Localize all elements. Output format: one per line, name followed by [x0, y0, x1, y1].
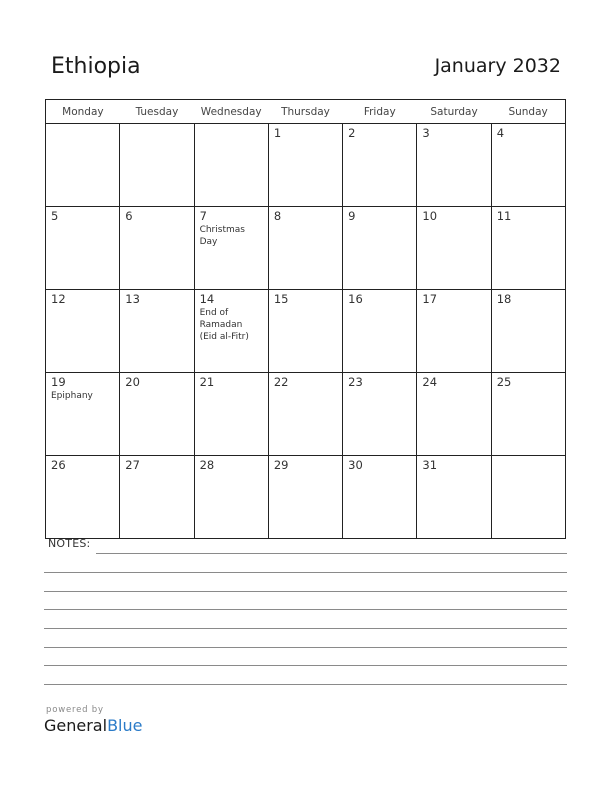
day-cell: [120, 124, 194, 207]
day-cell: [491, 124, 565, 207]
day-number: 20: [125, 375, 140, 389]
day-number: 22: [273, 375, 289, 389]
week-row: [46, 373, 566, 456]
day-cell: [46, 456, 120, 539]
day-number: 27: [125, 458, 140, 472]
day-number: 7: [199, 209, 207, 223]
day-cell: [194, 373, 268, 456]
day-cell: [120, 456, 194, 539]
notes-label: NOTES:: [48, 537, 91, 550]
day-number: 28: [199, 458, 215, 472]
holiday-label: Christmas Day: [199, 225, 245, 247]
day-cell: [268, 124, 342, 207]
country-title: Ethiopia: [51, 54, 141, 79]
day-number: 9: [348, 209, 356, 223]
notes-line[interactable]: [44, 609, 567, 610]
week-row: [46, 207, 566, 290]
day-cell: [194, 207, 268, 290]
day-number: 16: [348, 292, 363, 306]
day-cell: [491, 373, 565, 456]
weekday-header-row: [46, 100, 566, 124]
day-number: 3: [422, 126, 430, 140]
day-cell: [268, 207, 342, 290]
notes-line[interactable]: [96, 553, 567, 554]
day-number: 5: [51, 209, 59, 223]
day-cell: [46, 290, 120, 373]
day-number: 30: [348, 458, 363, 472]
day-cell: [343, 124, 417, 207]
day-number: 12: [51, 292, 66, 306]
day-number: 15: [273, 292, 289, 306]
day-number: 31: [422, 458, 438, 472]
day-cell: [417, 373, 491, 456]
day-cell: [491, 456, 565, 539]
day-cell: [343, 290, 417, 373]
notes-line[interactable]: [44, 628, 567, 629]
notes-line[interactable]: [44, 665, 567, 666]
day-number: 17: [422, 292, 438, 306]
day-number: 26: [51, 458, 66, 472]
notes-line[interactable]: [44, 591, 567, 592]
day-number: 8: [273, 209, 282, 223]
day-cell: [46, 373, 120, 456]
week-row: [46, 290, 566, 373]
day-number: 29: [273, 458, 289, 472]
weekday-header: Monday: [46, 100, 120, 124]
holiday-label: Epiphany: [51, 391, 93, 401]
day-cell: [268, 373, 342, 456]
day-number: 4: [496, 126, 505, 140]
brand-general: General: [44, 716, 108, 735]
powered-by-text: powered by: [46, 705, 104, 715]
day-number: 19: [51, 375, 66, 389]
day-number: 1: [273, 126, 282, 140]
day-cell: [417, 207, 491, 290]
day-number: 10: [422, 209, 438, 223]
week-row: [46, 124, 566, 207]
day-number: 21: [199, 375, 215, 389]
weekday-header: Wednesday: [194, 100, 268, 124]
day-cell: [343, 373, 417, 456]
day-number: 6: [125, 209, 133, 223]
day-cell: [417, 124, 491, 207]
day-number: 14: [199, 292, 215, 306]
day-cell: [343, 456, 417, 539]
day-number: 18: [496, 292, 512, 306]
day-number: 25: [496, 375, 512, 389]
day-cell: [194, 124, 268, 207]
day-cell: [46, 207, 120, 290]
notes-line[interactable]: [44, 647, 567, 648]
day-cell: [343, 207, 417, 290]
day-number: 13: [125, 292, 140, 306]
notes-line[interactable]: [44, 572, 567, 573]
weekday-header: Tuesday: [120, 100, 194, 124]
month-year-title: January 2032: [434, 55, 561, 77]
day-cell: [46, 124, 120, 207]
day-cell: [491, 290, 565, 373]
weekday-header: Sunday: [491, 100, 565, 124]
week-row: [46, 456, 566, 539]
brand-blue: Blue: [107, 716, 143, 735]
day-cell: [417, 290, 491, 373]
day-cell: [194, 456, 268, 539]
day-number: 2: [348, 126, 356, 140]
day-number: 11: [496, 209, 512, 223]
day-cell: [268, 290, 342, 373]
generalblue-logo[interactable]: [44, 716, 142, 735]
day-cell: [268, 456, 342, 539]
day-cell: [120, 290, 194, 373]
day-cell: [194, 290, 268, 373]
weekday-header: Thursday: [268, 100, 342, 124]
weekday-header: Friday: [343, 100, 417, 124]
day-cell: [491, 207, 565, 290]
day-number: 24: [422, 375, 438, 389]
notes-line[interactable]: [44, 684, 567, 685]
holiday-label: End of Ramadan (Eid al-Fitr): [199, 308, 249, 342]
calendar-grid: [45, 99, 566, 539]
day-cell: [417, 456, 491, 539]
day-cell: [120, 207, 194, 290]
weekday-header: Saturday: [417, 100, 491, 124]
day-cell: [120, 373, 194, 456]
day-number: 23: [348, 375, 363, 389]
